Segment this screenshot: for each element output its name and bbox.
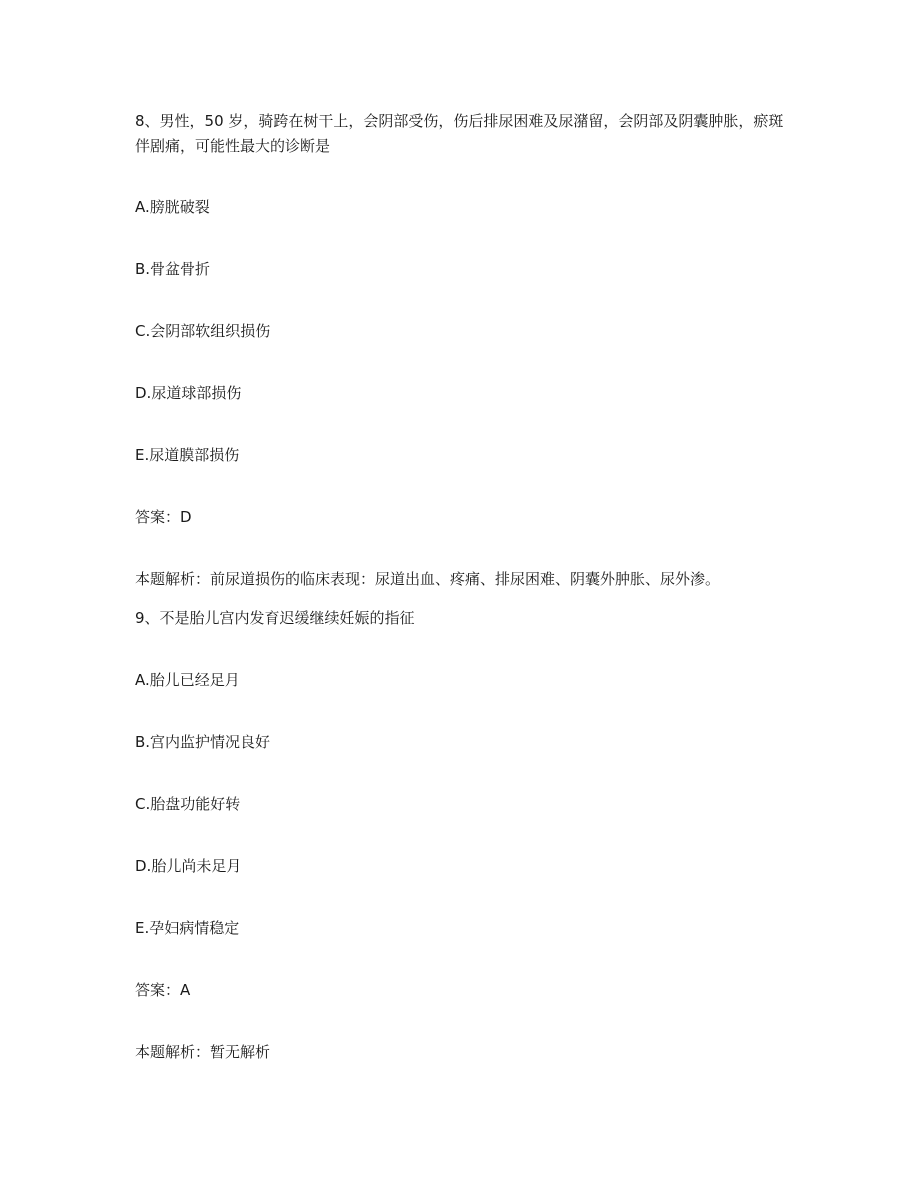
question-9-stem: 9、不是胎儿宫内发育迟缓继续妊娠的指征 xyxy=(135,609,415,627)
question-8-option-d: D.尿道球部损伤 xyxy=(135,384,242,402)
question-8-option-a: A.膀胱破裂 xyxy=(135,198,210,216)
question-9-option-e: E.孕妇病情稳定 xyxy=(135,919,240,937)
question-8-answer: 答案：D xyxy=(135,508,192,526)
question-8-option-c: C.会阴部软组织损伤 xyxy=(135,322,271,340)
question-9-analysis: 本题解析：暂无解析 xyxy=(135,1043,271,1061)
question-9-option-c: C.胎盘功能好转 xyxy=(135,795,241,813)
question-9-option-b: B.宫内监护情况良好 xyxy=(135,733,271,751)
question-9-answer: 答案：A xyxy=(135,981,191,999)
question-8-option-e: E.尿道膜部损伤 xyxy=(135,446,240,464)
question-8-analysis: 本题解析：前尿道损伤的临床表现：尿道出血、疼痛、排尿困难、阴囊外肿胀、尿外渗。 xyxy=(135,570,721,588)
question-8-stem: 8、男性，50 岁，骑跨在树干上，会阴部受伤，伤后排尿困难及尿潴留，会阴部及阴囊肿胀，瘀斑伴剧痛，可能性最大的诊断是 xyxy=(135,112,784,155)
question-9-option-a: A.胎儿已经足月 xyxy=(135,671,240,689)
question-8-option-b: B.骨盆骨折 xyxy=(135,260,211,278)
question-9-option-d: D.胎儿尚未足月 xyxy=(135,857,242,875)
